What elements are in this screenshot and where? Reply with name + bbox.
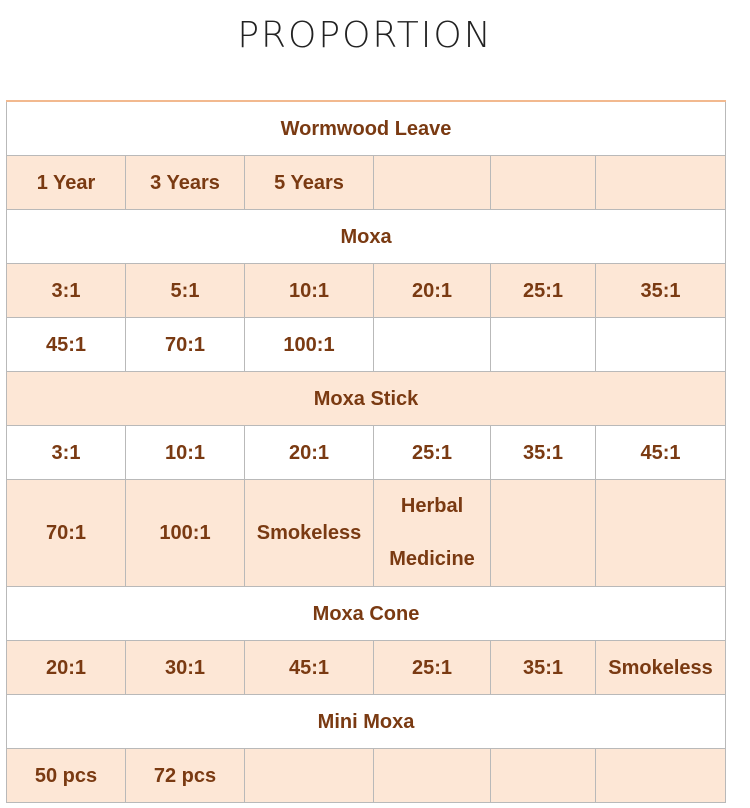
table-row: [7, 480, 726, 587]
table-cell: 70:1: [126, 318, 245, 372]
table-cell: 25:1: [374, 641, 491, 695]
table-cell: 45:1: [596, 426, 726, 480]
table-cell: 100:1: [126, 480, 245, 587]
table-cell: 3:1: [7, 426, 126, 480]
section-header-row: [7, 695, 726, 749]
table-cell: 3:1: [7, 264, 126, 318]
section-header: Moxa Cone: [7, 587, 726, 641]
table-cell: 35:1: [491, 641, 596, 695]
table-cell: [596, 156, 726, 210]
table-cell: [491, 156, 596, 210]
table-cell: [491, 749, 596, 803]
table-cell: [596, 480, 726, 587]
table-cell: [374, 749, 491, 803]
section-header-row: [7, 210, 726, 264]
table-cell: 70:1: [7, 480, 126, 587]
proportion-table-body: [7, 101, 726, 803]
section-header-row: [7, 372, 726, 426]
table-cell: [596, 318, 726, 372]
table-row: [7, 641, 726, 695]
section-header-row: [7, 101, 726, 156]
table-cell: 3 Years: [126, 156, 245, 210]
table-cell: Smokeless: [245, 480, 374, 587]
table-cell: [245, 749, 374, 803]
table-row: [7, 318, 726, 372]
table-row: [7, 264, 726, 318]
section-header: Moxa: [7, 210, 726, 264]
table-cell: 35:1: [596, 264, 726, 318]
section-header: Mini Moxa: [7, 695, 726, 749]
table-cell: 25:1: [491, 264, 596, 318]
table-cell: 25:1: [374, 426, 491, 480]
section-header: Wormwood Leave: [7, 101, 726, 156]
table-cell: 30:1: [126, 641, 245, 695]
table-cell: 35:1: [491, 426, 596, 480]
table-cell: 20:1: [7, 641, 126, 695]
table-cell: 1 Year: [7, 156, 126, 210]
section-header-row: [7, 587, 726, 641]
table-cell: 20:1: [374, 264, 491, 318]
table-cell: [374, 156, 491, 210]
table-cell: 10:1: [245, 264, 374, 318]
table-cell: 45:1: [245, 641, 374, 695]
table-cell: 50 pcs: [7, 749, 126, 803]
table-row: [7, 156, 726, 210]
table-row: [7, 426, 726, 480]
table-cell: 5 Years: [245, 156, 374, 210]
table-cell: 10:1: [126, 426, 245, 480]
table-cell: 45:1: [7, 318, 126, 372]
table-cell: 100:1: [245, 318, 374, 372]
proportion-table: [6, 100, 726, 803]
table-cell: [491, 480, 596, 587]
table-cell: 20:1: [245, 426, 374, 480]
table-cell: [491, 318, 596, 372]
table-cell: 5:1: [126, 264, 245, 318]
page-title: PROPORTION: [237, 15, 493, 56]
table-cell: [374, 318, 491, 372]
table-cell: Smokeless: [596, 641, 726, 695]
section-header: Moxa Stick: [7, 372, 726, 426]
table-cell: Herbal Medicine: [374, 480, 491, 587]
table-row: [7, 749, 726, 803]
table-cell: 72 pcs: [126, 749, 245, 803]
table-cell: [596, 749, 726, 803]
